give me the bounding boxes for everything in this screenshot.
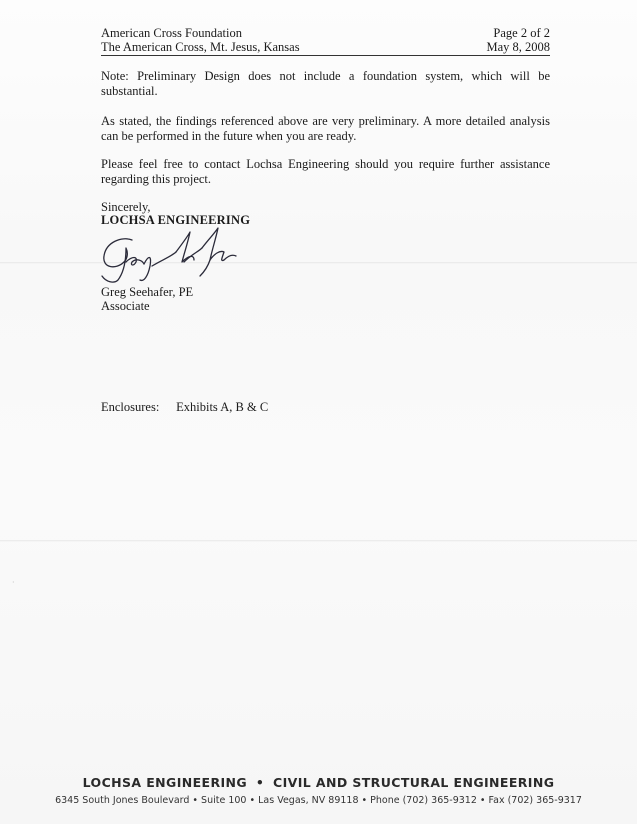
letter-header [101,26,550,56]
header-row-1 [101,26,550,40]
signer-name: Greg Seehafer, PE [101,285,194,299]
header-rule [101,55,550,56]
header-page-number: Page 2 of 2 [493,26,550,40]
letterhead-address: 6345 South Jones Boulevard • Suite 100 • Las Vegas, NV 89118 • Phone (702) 365-9312 • Fax (702) 365-9317 [55,795,582,806]
paper-fold-line [0,540,637,542]
header-project: The American Cross, Mt. Jesus, Kansas [101,40,300,54]
contact-paragraph: Please feel free to contact Lochsa Engineering should you require further assistance regarding this project. [101,157,550,186]
findings-paragraph: As stated, the findings referenced above are very preliminary. A more detailed analysis can be performed in the future when you are ready. [101,114,550,143]
letterhead-bullet: • [255,775,265,790]
paper-speck: · [12,578,15,587]
letterhead-discipline: CIVIL AND STRUCTURAL ENGINEERING [273,775,555,790]
header-row-2 [101,40,550,54]
letterhead-company: LOCHSA ENGINEERING [82,775,248,790]
enclosures-line [101,400,268,414]
enclosures-items: Exhibits A, B & C [176,400,269,414]
header-organization: American Cross Foundation [101,26,242,40]
letterhead-title [0,775,637,790]
enclosures-label: Enclosures: [101,400,160,414]
handwritten-signature [92,226,252,286]
closing-company: LOCHSA ENGINEERING [101,213,251,227]
note-paragraph: Note: Preliminary Design does not include a foundation system, which will be substantial. [101,69,550,98]
header-date: May 8, 2008 [486,40,550,54]
signer-title: Associate [101,299,150,313]
closing-salutation: Sincerely, [101,200,151,214]
